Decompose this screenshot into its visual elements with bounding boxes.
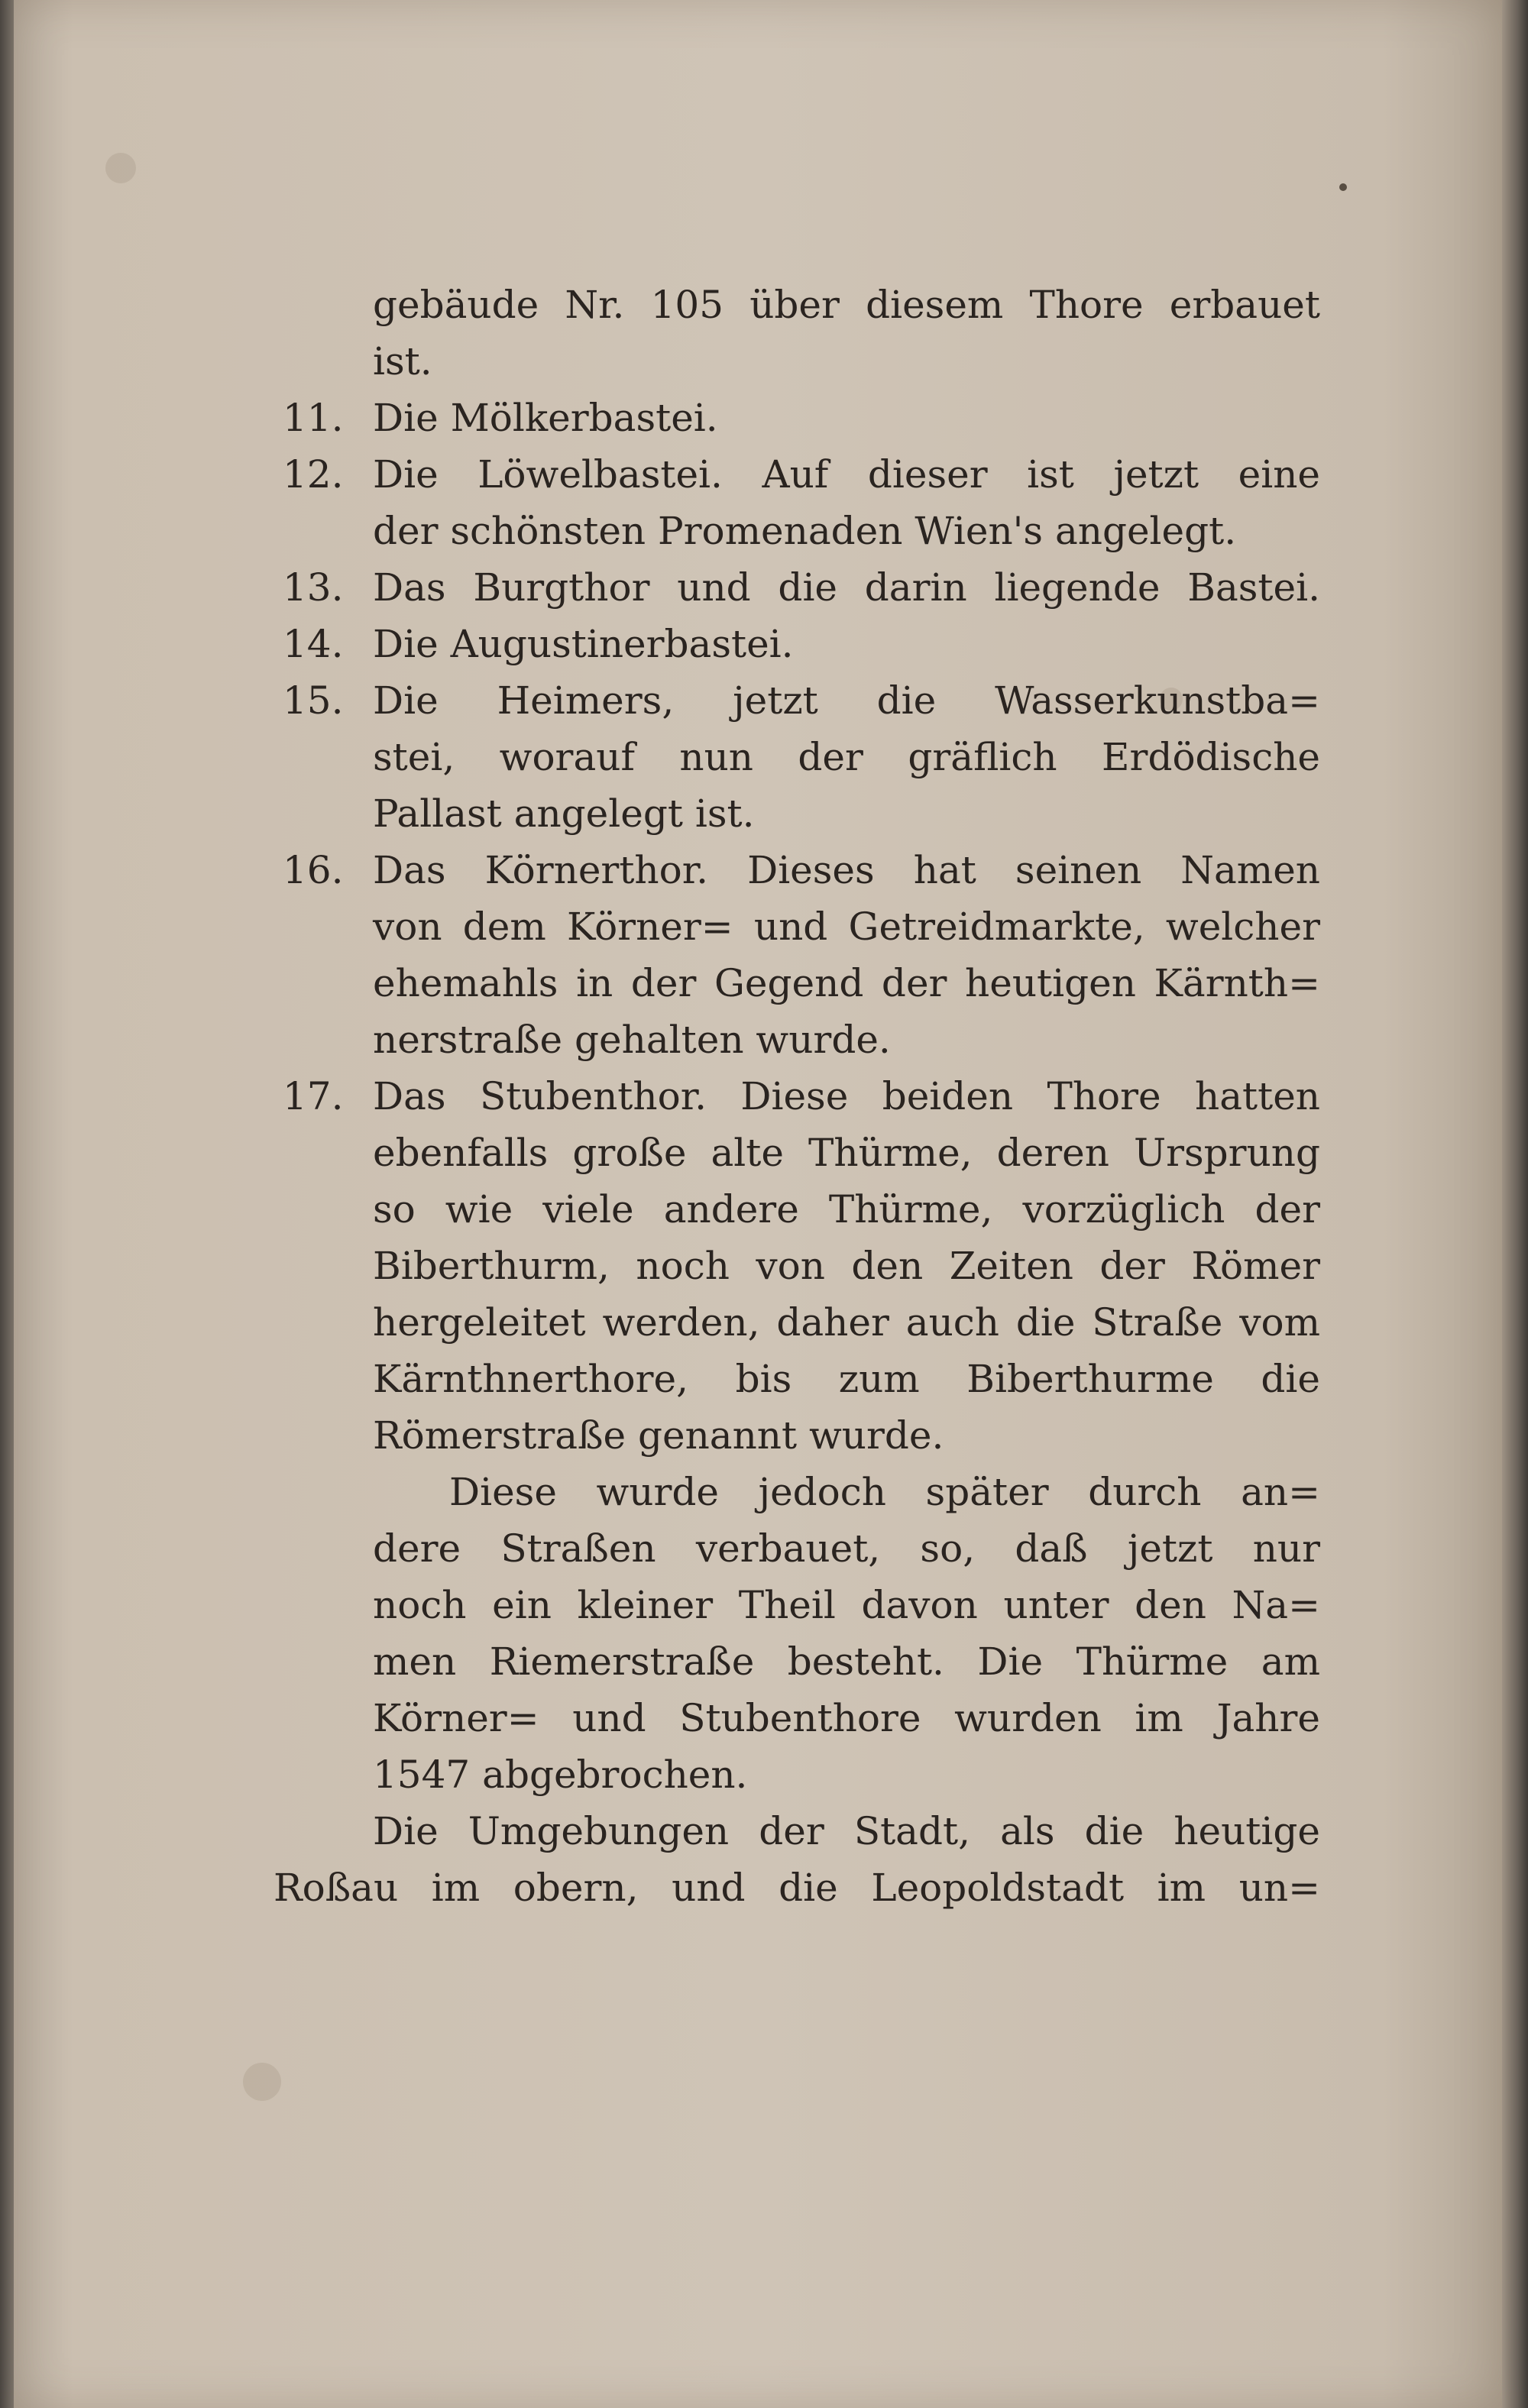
item-number: 14. [283,622,344,666]
paragraph-first-line: Diese wurde jedoch später durch an= [449,1470,1320,1514]
text-line: stei, worauf nun der gräflich Erdödische [373,735,1320,779]
item-number: 17. [283,1074,344,1118]
list-item-17: 17. Das Stubenthor. Diese beiden Thore hatten [281,1068,1320,1125]
item-number: 15. [283,678,344,723]
text-line: Pallast angelegt ist. [373,791,755,836]
list-item-12: 12. Die Löwelbastei. Auf dieser ist jetzt eine [281,446,1320,503]
list-item-11: 11. Die Mölkerbastei. [281,390,1320,446]
list-item-15: 15. Die Heimers, jetzt die Wasserkunstba= [281,672,1320,729]
text-line: ehemahls in der Gegend der heutigen Kärnth= [373,961,1320,1005]
item-number: 12. [283,452,344,497]
text-line: men Riemerstraße besteht. Die Thürme am [373,1639,1320,1684]
paper-stain [105,153,136,183]
text-line: hergeleitet werden, daher auch die Straße vom [373,1300,1320,1345]
text-line: so wie viele andere Thürme, vorzüglich der [373,1187,1320,1232]
text-line: nerstraße gehalten wurde. [373,1018,891,1062]
list-item-16: 16. Das Körnerthor. Dieses hat seinen Namen [281,842,1320,898]
text-line: Römerstraße genannt wurde. [373,1413,944,1458]
text-line: Roßau im obern, und die Leopoldstadt im un= [274,1866,1320,1910]
list-item-14: 14. Die Augustinerbastei. [281,616,1320,672]
item-number: 16. [283,848,344,892]
text-line: noch ein kleiner Theil davon unter den Na= [373,1583,1320,1627]
text-line: Körner= und Stubenthore wurden im Jahre [373,1696,1320,1740]
text-line: gebäude Nr. 105 über diesem Thore erbauet [373,283,1320,327]
text-line: der schönsten Promenaden Wien's angelegt. [373,509,1237,553]
page-text [274,277,1320,1916]
text-line: von dem Körner= und Getreidmarkte, welcher [373,905,1320,949]
paragraph-first-line: Die Umgebungen der Stadt, als die heutige [373,1809,1320,1853]
text-line: ebenfalls große alte Thürme, deren Ursprung [373,1131,1320,1175]
text-line: dere Straßen verbauet, so, daß jetzt nur [373,1526,1320,1571]
text-line: Biberthurm, noch von den Zeiten der Römer [373,1244,1320,1288]
page-edge-shadow [1502,0,1528,2408]
list-item-13: 13. Das Burgthor und die darin liegende Bastei. [281,559,1320,616]
item-number: 11. [283,396,344,440]
book-spine-shadow [0,0,14,2408]
ink-dot [1339,183,1347,191]
item-number: 13. [283,565,344,610]
paper-stain [243,2063,281,2101]
text-line: ist. [373,339,432,384]
text-line: Kärnthnerthore, bis zum Biberthurme die [373,1357,1320,1401]
text-line: 1547 abgebrochen. [373,1753,748,1797]
